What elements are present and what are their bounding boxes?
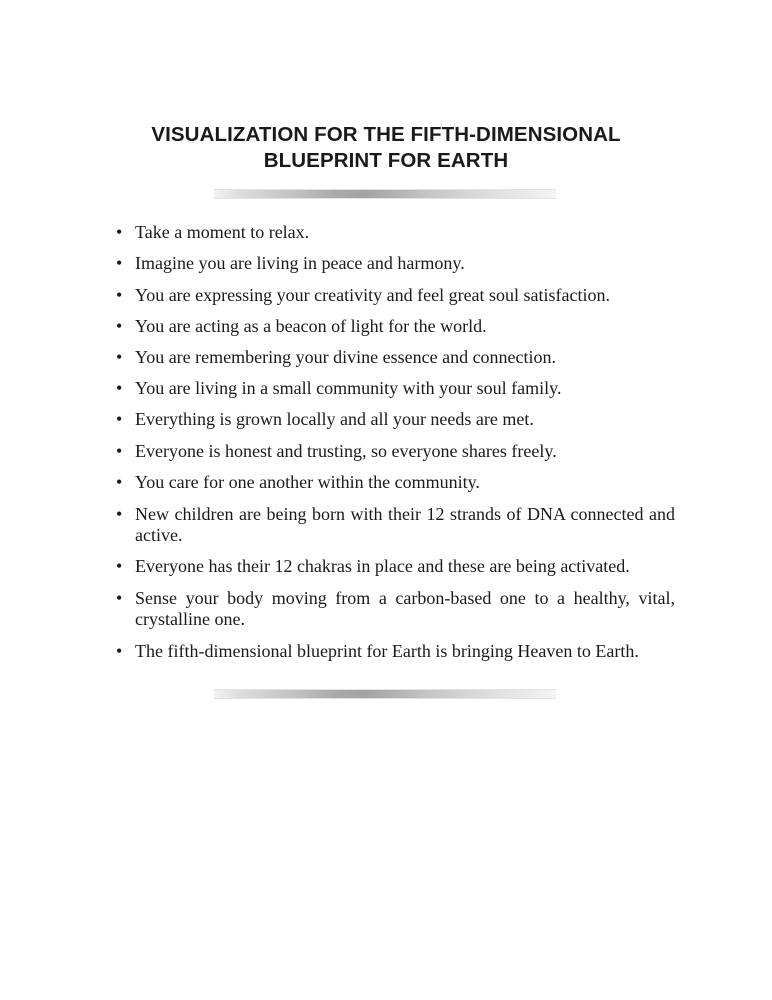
list-item-text: You care for one another within the community.	[135, 472, 480, 492]
page-title	[0, 122, 772, 174]
bullet-icon: •	[116, 222, 123, 242]
bullet-icon: •	[116, 504, 123, 524]
list-item-text: The fifth-dimensional blueprint for Earth is bringing Heaven to Earth.	[135, 641, 639, 661]
bullet-icon: •	[116, 253, 123, 273]
list-item-text: Everyone has their 12 chakras in place and these are being activated.	[135, 556, 630, 576]
bullet-icon: •	[116, 347, 123, 367]
title-line-2: BLUEPRINT FOR EARTH	[263, 149, 509, 172]
bullet-icon: •	[116, 409, 123, 429]
bullet-icon: •	[116, 472, 123, 492]
list-item-text: Everything is grown locally and all your needs are met.	[135, 409, 534, 429]
bottom-divider	[214, 689, 556, 699]
list-item-text: Take a moment to relax.	[135, 222, 310, 242]
bullet-icon: •	[116, 285, 123, 305]
bullet-icon: •	[116, 316, 123, 336]
list-item-text: You are acting as a beacon of light for the world.	[135, 316, 487, 336]
list-item-text: You are expressing your creativity and feel great soul satisfaction.	[135, 285, 611, 305]
list-item-text: Imagine you are living in peace and harmony.	[135, 253, 465, 273]
list-item-text: Sense your body moving from a carbon-based one to a healthy, vital, crystalline one.	[135, 588, 675, 629]
list-item-text: You are living in a small community with your soul family.	[135, 378, 562, 398]
title-line-1: VISUALIZATION FOR THE FIFTH-DIMENSIONAL	[151, 123, 621, 146]
bullet-icon: •	[116, 441, 123, 461]
list-item-text: New children are being born with their 12 strands of DNA connected and active.	[135, 504, 675, 545]
bullet-icon: •	[116, 641, 123, 661]
bullet-icon: •	[116, 588, 123, 608]
bullet-icon: •	[116, 378, 123, 398]
list-item-text: You are remembering your divine essence and connection.	[135, 347, 557, 367]
bullet-icon: •	[116, 556, 123, 576]
list-item-text: Everyone is honest and trusting, so everyone shares freely.	[135, 441, 557, 461]
top-divider	[214, 189, 556, 199]
